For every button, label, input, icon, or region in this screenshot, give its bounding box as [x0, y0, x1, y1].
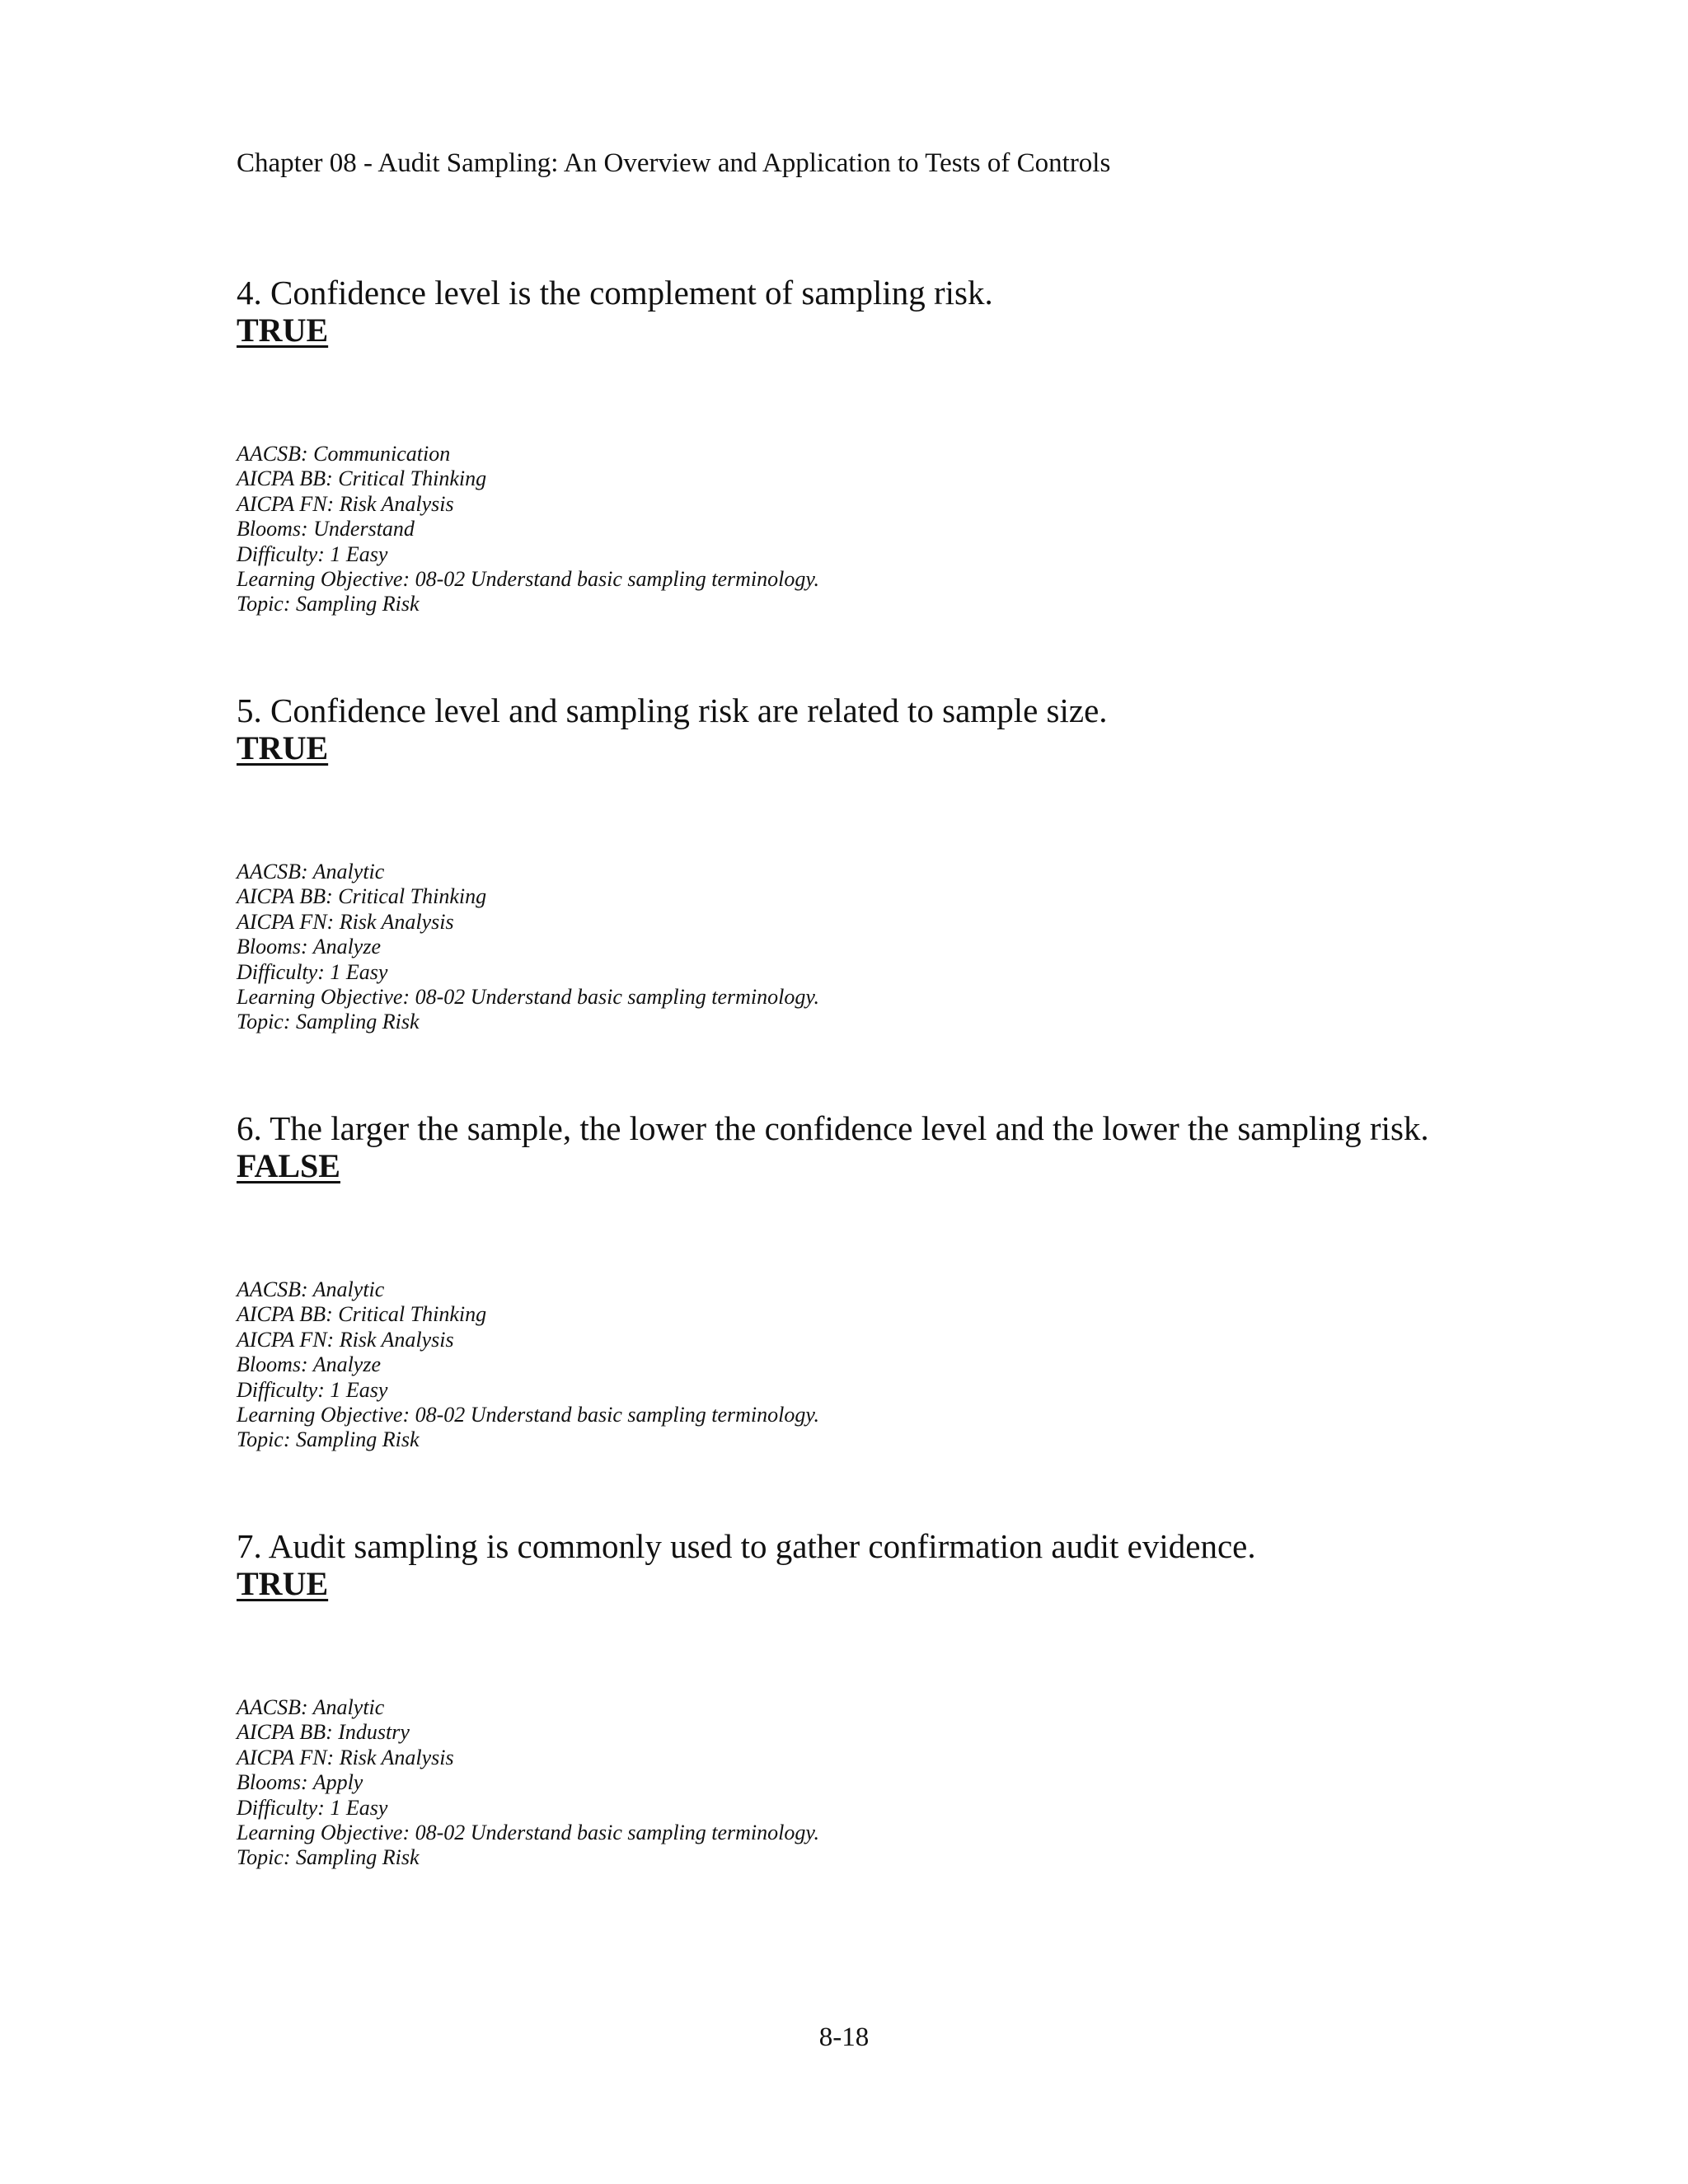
question-metadata	[237, 442, 1638, 617]
meta-aicpa-fn: AICPA FN: Risk Analysis	[237, 491, 454, 516]
meta-aicpa-bb: AICPA BB: Critical Thinking	[237, 884, 487, 909]
meta-blooms: Blooms: Understand	[237, 517, 415, 541]
question-text: 4. Confidence level is the complement of sampling risk.	[237, 274, 993, 312]
answer-label: TRUE	[237, 1565, 329, 1602]
question-block	[237, 1109, 1638, 1453]
meta-aacsb: AACSB: Communication	[237, 442, 451, 466]
page-number: 8-18	[818, 2022, 870, 2052]
question-text: 6. The larger the sample, the lower the confidence level and the lower the sampling risk.	[237, 1109, 1429, 1147]
question-text: 7. Audit sampling is commonly used to gather confirmation audit evidence.	[237, 1527, 1256, 1565]
meta-aacsb: AACSB: Analytic	[237, 860, 385, 883]
meta-blooms: Blooms: Analyze	[237, 1352, 381, 1377]
question-text: 5. Confidence level and sampling risk are related to sample size.	[237, 691, 1108, 729]
answer-label: TRUE	[237, 312, 329, 349]
meta-aicpa-fn: AICPA FN: Risk Analysis	[237, 909, 454, 934]
meta-topic: Topic: Sampling Risk	[237, 1427, 420, 1452]
meta-blooms: Blooms: Analyze	[237, 935, 381, 959]
meta-aicpa-bb: AICPA BB: Critical Thinking	[237, 1302, 487, 1327]
meta-aicpa-fn: AICPA FN: Risk Analysis	[237, 1327, 454, 1352]
meta-topic: Topic: Sampling Risk	[237, 1010, 420, 1034]
meta-difficulty: Difficulty: 1 Easy	[237, 541, 388, 566]
question-block	[237, 691, 1638, 1035]
meta-difficulty: Difficulty: 1 Easy	[237, 959, 388, 984]
meta-aacsb: AACSB: Analytic	[237, 1277, 385, 1301]
meta-blooms: Blooms: Apply	[237, 1770, 363, 1795]
meta-difficulty: Difficulty: 1 Easy	[237, 1795, 388, 1820]
answer-label: TRUE	[237, 729, 329, 766]
answer-label: FALSE	[237, 1147, 340, 1184]
meta-topic: Topic: Sampling Risk	[237, 1845, 420, 1870]
meta-learning-objective: Learning Objective: 08-02 Understand basic sampling terminology.	[237, 567, 819, 592]
meta-aacsb: AACSB: Analytic	[237, 1695, 385, 1719]
meta-learning-objective: Learning Objective: 08-02 Understand basic sampling terminology.	[237, 1821, 819, 1845]
meta-learning-objective: Learning Objective: 08-02 Understand basic sampling terminology.	[237, 1403, 819, 1427]
page-header: Chapter 08 - Audit Sampling: An Overview and Application to Tests of Controls	[237, 148, 1111, 178]
meta-difficulty: Difficulty: 1 Easy	[237, 1377, 388, 1402]
meta-topic: Topic: Sampling Risk	[237, 592, 420, 616]
meta-learning-objective: Learning Objective: 08-02 Understand basic sampling terminology.	[237, 985, 819, 1010]
meta-aicpa-bb: AICPA BB: Critical Thinking	[237, 466, 487, 491]
question-block	[237, 274, 1638, 617]
meta-aicpa-bb: AICPA BB: Industry	[237, 1720, 410, 1745]
meta-aicpa-fn: AICPA FN: Risk Analysis	[237, 1745, 454, 1769]
question-metadata	[237, 1695, 1638, 1871]
question-metadata	[237, 1277, 1638, 1453]
question-metadata	[237, 860, 1638, 1035]
question-block	[237, 1527, 1638, 1871]
